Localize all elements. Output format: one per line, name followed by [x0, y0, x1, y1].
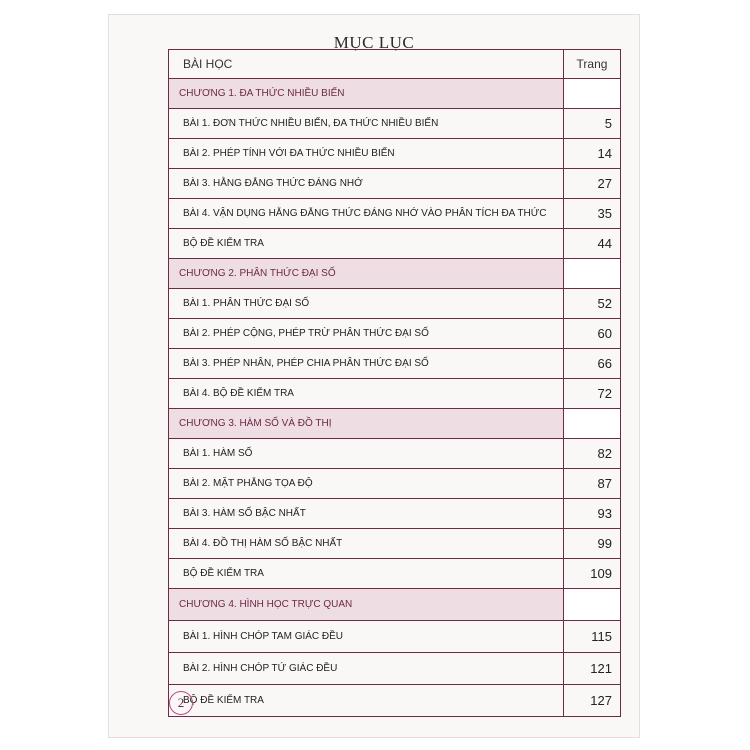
lesson-page: 14 [564, 139, 621, 169]
chapter-row [169, 259, 621, 289]
lesson-row [169, 621, 621, 653]
lesson-title: BÀI 3. HẰNG ĐẲNG THỨC ĐÁNG NHỚ [169, 169, 564, 199]
table-header-row [169, 50, 621, 79]
lesson-page: 109 [564, 559, 621, 589]
lesson-page: 121 [564, 653, 621, 685]
chapter-row [169, 409, 621, 439]
lesson-title: BỘ ĐỀ KIỂM TRA [169, 685, 564, 717]
chapter-title: CHƯƠNG 4. HÌNH HỌC TRỰC QUAN [169, 589, 564, 621]
lesson-row [169, 559, 621, 589]
chapter-title: CHƯƠNG 1. ĐA THỨC NHIỀU BIẾN [169, 79, 564, 109]
lesson-row [169, 289, 621, 319]
chapter-title: CHƯƠNG 3. HÀM SỐ VÀ ĐỒ THỊ [169, 409, 564, 439]
lesson-title: BÀI 1. HÀM SỐ [169, 439, 564, 469]
lesson-row [169, 439, 621, 469]
chapter-row [169, 79, 621, 109]
lesson-title: BÀI 4. ĐỒ THỊ HÀM SỐ BẬC NHẤT [169, 529, 564, 559]
page-number: 2 [177, 695, 185, 710]
lesson-row [169, 169, 621, 199]
lesson-column-header: BÀI HỌC [169, 50, 564, 79]
lesson-row [169, 349, 621, 379]
lesson-title: BÀI 2. HÌNH CHÓP TỨ GIÁC ĐỀU [169, 653, 564, 685]
lesson-row [169, 199, 621, 229]
lesson-page: 115 [564, 621, 621, 653]
page-column-header: Trang [564, 50, 621, 79]
chapter-page-cell [564, 259, 621, 289]
book-page [108, 14, 640, 738]
lesson-page: 5 [564, 109, 621, 139]
lesson-title: BÀI 4. BỘ ĐỀ KIỂM TRA [169, 379, 564, 409]
chapter-row [169, 589, 621, 621]
lesson-row [169, 139, 621, 169]
lesson-row [169, 379, 621, 409]
lesson-page: 66 [564, 349, 621, 379]
lesson-title: BÀI 1. ĐƠN THỨC NHIỀU BIẾN, ĐA THỨC NHIỀU BIẾN [169, 109, 564, 139]
lesson-title: BÀI 3. PHÉP NHÂN, PHÉP CHIA PHÂN THỨC ĐẠI SỐ [169, 349, 564, 379]
table-of-contents [168, 49, 621, 717]
chapter-page-cell [564, 409, 621, 439]
lesson-page: 27 [564, 169, 621, 199]
lesson-row [169, 469, 621, 499]
lesson-title: BÀI 3. HÀM SỐ BẬC NHẤT [169, 499, 564, 529]
lesson-page: 60 [564, 319, 621, 349]
lesson-page: 99 [564, 529, 621, 559]
page-number-badge [169, 691, 193, 715]
lesson-page: 93 [564, 499, 621, 529]
page-title: MỤC LỤC [333, 33, 415, 52]
lesson-title: BÀI 4. VẬN DỤNG HẰNG ĐẲNG THỨC ĐÁNG NHỚ VÀO PHÂN TÍCH ĐA THỨC [169, 199, 564, 229]
lesson-page: 35 [564, 199, 621, 229]
lesson-page: 52 [564, 289, 621, 319]
chapter-title: CHƯƠNG 2. PHÂN THỨC ĐẠI SỐ [169, 259, 564, 289]
lesson-page: 72 [564, 379, 621, 409]
lesson-title: BÀI 2. MẶT PHẲNG TỌA ĐỘ [169, 469, 564, 499]
lesson-page: 127 [564, 685, 621, 717]
lesson-page: 82 [564, 439, 621, 469]
lesson-title: BÀI 2. PHÉP TÍNH VỚI ĐA THỨC NHIỀU BIẾN [169, 139, 564, 169]
lesson-title: BỘ ĐỀ KIỂM TRA [169, 229, 564, 259]
lesson-row [169, 529, 621, 559]
lesson-row [169, 653, 621, 685]
lesson-title: BÀI 1. PHÂN THỨC ĐẠI SỐ [169, 289, 564, 319]
lesson-title: BỘ ĐỀ KIỂM TRA [169, 559, 564, 589]
lesson-row [169, 109, 621, 139]
chapter-page-cell [564, 589, 621, 621]
lesson-row [169, 229, 621, 259]
lesson-page: 87 [564, 469, 621, 499]
chapter-page-cell [564, 79, 621, 109]
lesson-row [169, 685, 621, 717]
lesson-title: BÀI 2. PHÉP CỘNG, PHÉP TRỪ PHÂN THỨC ĐẠI SỐ [169, 319, 564, 349]
lesson-row [169, 319, 621, 349]
lesson-title: BÀI 1. HÌNH CHÓP TAM GIÁC ĐỀU [169, 621, 564, 653]
lesson-page: 44 [564, 229, 621, 259]
lesson-row [169, 499, 621, 529]
